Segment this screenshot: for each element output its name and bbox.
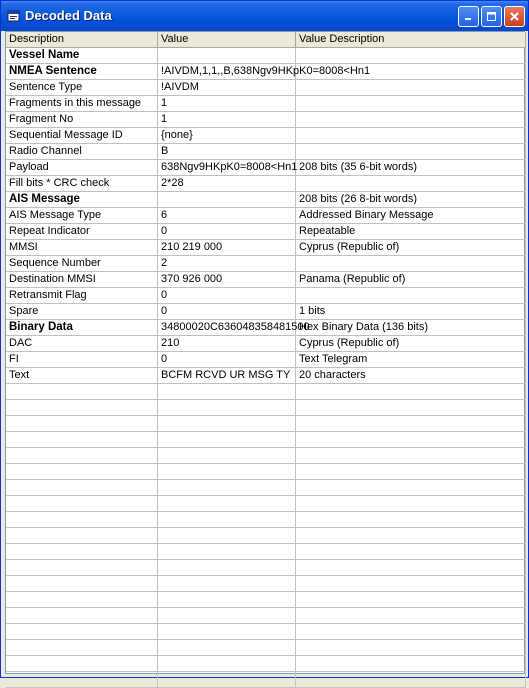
minimize-button[interactable] — [458, 6, 479, 27]
window-title: Decoded Data — [25, 8, 112, 23]
cell-value: 34800020C636048358481500 — [158, 320, 296, 336]
title-bar[interactable] — [1, 1, 528, 31]
table-row[interactable] — [6, 304, 526, 320]
cell-value — [158, 192, 296, 208]
cell-value-description — [296, 384, 526, 400]
cell-description: AIS Message — [6, 192, 158, 208]
table-row[interactable] — [6, 160, 526, 176]
table-row[interactable] — [6, 608, 526, 624]
cell-value: 638Ngv9HKpK0=8008<Hn1 — [158, 160, 296, 176]
column-header-value[interactable]: Value — [158, 32, 296, 48]
cell-value-description — [296, 128, 526, 144]
table-row[interactable] — [6, 512, 526, 528]
cell-value-description: Cyprus (Republic of) — [296, 336, 526, 352]
maximize-icon — [486, 11, 497, 22]
cell-value: !AIVDM — [158, 80, 296, 96]
cell-value: !AIVDM,1,1,,B,638Ngv9HKpK0=8008<Hn1 — [158, 64, 296, 80]
cell-value-description — [296, 416, 526, 432]
cell-value — [158, 672, 296, 688]
cell-value: 2 — [158, 256, 296, 272]
cell-description — [6, 608, 158, 624]
cell-description: MMSI — [6, 240, 158, 256]
cell-value-description — [296, 512, 526, 528]
column-header-description[interactable]: Description — [6, 32, 158, 48]
table-row[interactable] — [6, 560, 526, 576]
cell-description: Destination MMSI — [6, 272, 158, 288]
cell-description: Sequential Message ID — [6, 128, 158, 144]
cell-value — [158, 528, 296, 544]
cell-description — [6, 544, 158, 560]
minimize-icon — [463, 11, 474, 22]
cell-value-description — [296, 640, 526, 656]
cell-value-description — [296, 480, 526, 496]
cell-value-description — [296, 464, 526, 480]
cell-value — [158, 656, 296, 672]
table-row[interactable] — [6, 272, 526, 288]
cell-value-description: Text Telegram — [296, 352, 526, 368]
table-row[interactable] — [6, 576, 526, 592]
cell-value-description — [296, 496, 526, 512]
cell-value-description: Panama (Republic of) — [296, 272, 526, 288]
cell-value: B — [158, 144, 296, 160]
cell-value-description — [296, 528, 526, 544]
cell-value — [158, 608, 296, 624]
cell-value — [158, 512, 296, 528]
cell-value: 1 — [158, 96, 296, 112]
table-row[interactable] — [6, 96, 526, 112]
table-row[interactable] — [6, 416, 526, 432]
cell-value — [158, 544, 296, 560]
table-row[interactable] — [6, 592, 526, 608]
table-row[interactable] — [6, 112, 526, 128]
table-row[interactable] — [6, 640, 526, 656]
cell-value-description — [296, 592, 526, 608]
table-row[interactable] — [6, 240, 526, 256]
cell-description: Fill bits * CRC check — [6, 176, 158, 192]
cell-value-description — [296, 656, 526, 672]
cell-description — [6, 512, 158, 528]
cell-description: Retransmit Flag — [6, 288, 158, 304]
cell-value: 1 — [158, 112, 296, 128]
cell-description — [6, 672, 158, 688]
table-row[interactable] — [6, 672, 526, 688]
cell-value-description — [296, 544, 526, 560]
cell-value — [158, 48, 296, 64]
cell-value-description — [296, 576, 526, 592]
table-row[interactable] — [6, 544, 526, 560]
cell-description: AIS Message Type — [6, 208, 158, 224]
close-button[interactable] — [504, 6, 525, 27]
close-icon — [509, 11, 520, 22]
table-row[interactable] — [6, 320, 526, 336]
cell-value-description: 20 characters — [296, 368, 526, 384]
cell-value-description — [296, 144, 526, 160]
column-header-value-description[interactable]: Value Description — [296, 32, 526, 48]
table-row[interactable] — [6, 208, 526, 224]
table-row[interactable] — [6, 144, 526, 160]
cell-value-description — [296, 432, 526, 448]
cell-value — [158, 496, 296, 512]
cell-description — [6, 656, 158, 672]
cell-description: Payload — [6, 160, 158, 176]
cell-description — [6, 496, 158, 512]
cell-description: DAC — [6, 336, 158, 352]
table-row[interactable] — [6, 448, 526, 464]
cell-value — [158, 576, 296, 592]
table-row[interactable] — [6, 368, 526, 384]
table-row[interactable] — [6, 528, 526, 544]
cell-description — [6, 416, 158, 432]
cell-value-description: Cyprus (Republic of) — [296, 240, 526, 256]
cell-value: 0 — [158, 288, 296, 304]
cell-value: 210 — [158, 336, 296, 352]
table-row[interactable] — [6, 64, 526, 80]
cell-value — [158, 400, 296, 416]
cell-value: 2*28 — [158, 176, 296, 192]
cell-value-description — [296, 288, 526, 304]
cell-description — [6, 528, 158, 544]
cell-value — [158, 480, 296, 496]
cell-value — [158, 560, 296, 576]
table-row[interactable] — [6, 128, 526, 144]
cell-description — [6, 576, 158, 592]
cell-value: {none} — [158, 128, 296, 144]
cell-value — [158, 416, 296, 432]
table-row[interactable] — [6, 384, 526, 400]
cell-description — [6, 448, 158, 464]
cell-description — [6, 464, 158, 480]
cell-description — [6, 592, 158, 608]
cell-value-description — [296, 672, 526, 688]
cell-value-description — [296, 96, 526, 112]
table-row[interactable] — [6, 352, 526, 368]
table-row[interactable] — [6, 48, 526, 64]
cell-value-description: 1 bits — [296, 304, 526, 320]
table-row[interactable] — [6, 256, 526, 272]
cell-value-description — [296, 80, 526, 96]
table-row[interactable] — [6, 224, 526, 240]
cell-value-description — [296, 560, 526, 576]
table-row[interactable] — [6, 624, 526, 640]
cell-description: Binary Data — [6, 320, 158, 336]
table-row[interactable] — [6, 480, 526, 496]
cell-value — [158, 592, 296, 608]
cell-description: FI — [6, 352, 158, 368]
cell-description — [6, 480, 158, 496]
cell-value: BCFM RCVD UR MSG TY — [158, 368, 296, 384]
cell-value-description — [296, 112, 526, 128]
cell-description: Radio Channel — [6, 144, 158, 160]
app-icon[interactable] — [7, 9, 21, 23]
cell-description: Fragment No — [6, 112, 158, 128]
cell-value-description: Hex Binary Data (136 bits) — [296, 320, 526, 336]
table-row[interactable] — [6, 496, 526, 512]
table-row[interactable] — [6, 176, 526, 192]
cell-value — [158, 448, 296, 464]
table-row[interactable] — [6, 336, 526, 352]
cell-description: NMEA Sentence — [6, 64, 158, 80]
cell-description — [6, 432, 158, 448]
cell-value: 210 219 000 — [158, 240, 296, 256]
cell-description: Sequence Number — [6, 256, 158, 272]
cell-value-description — [296, 256, 526, 272]
cell-value-description — [296, 624, 526, 640]
cell-value: 370 926 000 — [158, 272, 296, 288]
table-row[interactable] — [6, 192, 526, 208]
cell-value — [158, 624, 296, 640]
cell-value — [158, 640, 296, 656]
cell-value: 0 — [158, 224, 296, 240]
cell-value-description: 208 bits (26 8-bit words) — [296, 192, 526, 208]
table-row[interactable] — [6, 400, 526, 416]
cell-description: Fragments in this message — [6, 96, 158, 112]
cell-description — [6, 400, 158, 416]
cell-description: Text — [6, 368, 158, 384]
data-grid[interactable] — [5, 31, 525, 674]
cell-description: Sentence Type — [6, 80, 158, 96]
cell-value: 0 — [158, 304, 296, 320]
cell-value — [158, 384, 296, 400]
cell-value-description — [296, 608, 526, 624]
cell-value-description — [296, 64, 526, 80]
cell-value-description — [296, 400, 526, 416]
cell-description — [6, 640, 158, 656]
cell-description: Spare — [6, 304, 158, 320]
cell-value — [158, 464, 296, 480]
cell-description — [6, 624, 158, 640]
cell-value-description — [296, 448, 526, 464]
grid-header — [6, 32, 526, 48]
maximize-button[interactable] — [481, 6, 502, 27]
cell-description: Vessel Name — [6, 48, 158, 64]
cell-value — [158, 432, 296, 448]
cell-description — [6, 384, 158, 400]
cell-value: 6 — [158, 208, 296, 224]
cell-value-description: Repeatable — [296, 224, 526, 240]
cell-value-description — [296, 48, 526, 64]
table-row[interactable] — [6, 80, 526, 96]
table-row[interactable] — [6, 432, 526, 448]
table-row[interactable] — [6, 288, 526, 304]
cell-value-description: Addressed Binary Message — [296, 208, 526, 224]
cell-description: Repeat Indicator — [6, 224, 158, 240]
cell-description — [6, 560, 158, 576]
cell-value-description: 208 bits (35 6-bit words) — [296, 160, 526, 176]
table-row[interactable] — [6, 464, 526, 480]
cell-value-description — [296, 176, 526, 192]
cell-value: 0 — [158, 352, 296, 368]
table-row[interactable] — [6, 656, 526, 672]
